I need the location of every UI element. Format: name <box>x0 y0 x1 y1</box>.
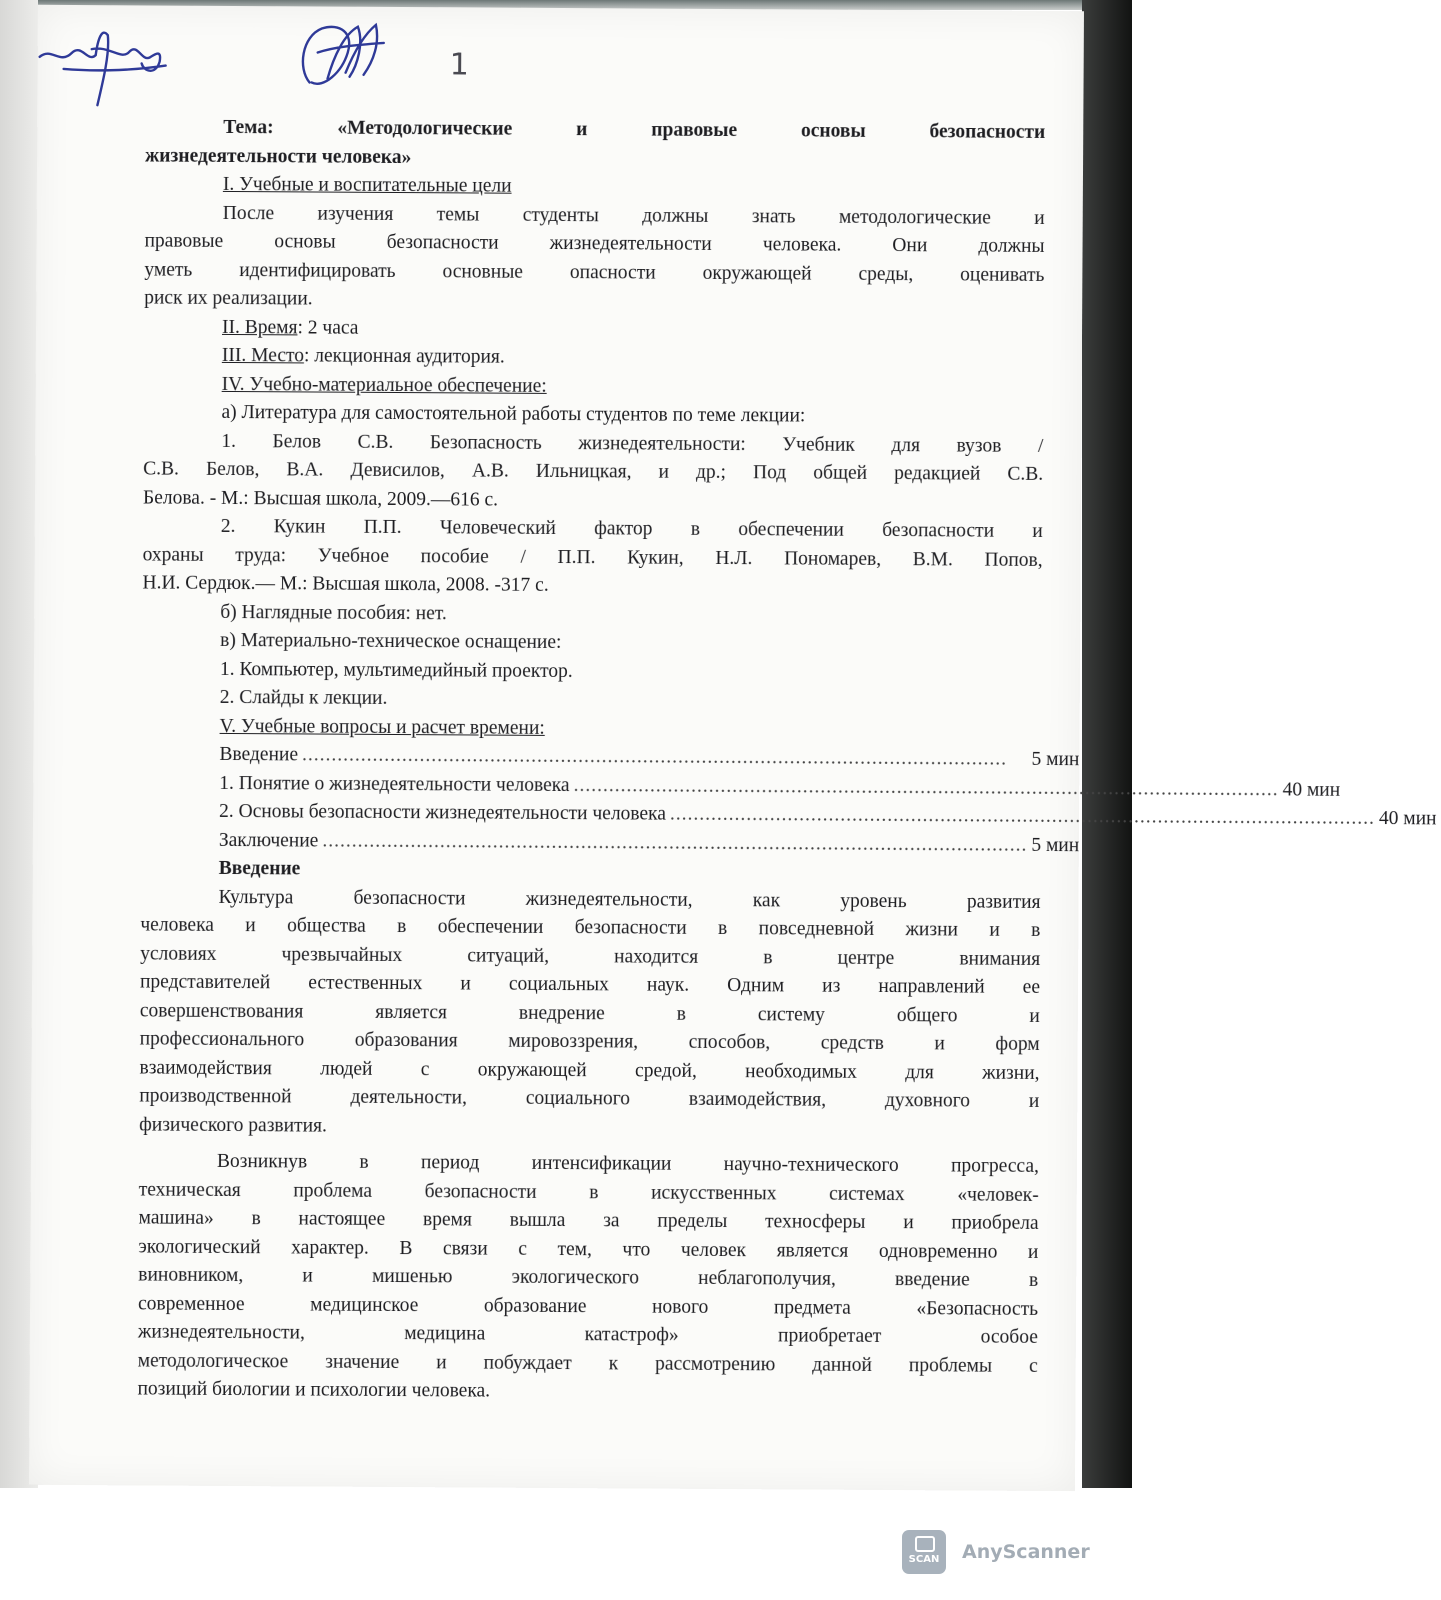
toc-time: 5 мин <box>1031 834 1080 856</box>
questions-heading-text: V. Учебные вопросы и расчет времени: <box>219 715 545 739</box>
materials-heading-text: IV. Учебно-материальное обеспечение: <box>221 373 547 397</box>
scan-camera-icon <box>902 1530 946 1574</box>
page-number: 1 <box>449 47 469 83</box>
toc-label: Введение <box>219 743 299 766</box>
intro-p1-line: Культура безопасности жизнедеятельности, как уровень развития <box>218 886 1041 913</box>
lit2-line: 2. Кукин П.П. Человеческий фактор в обеспечении безопасности и <box>220 515 1043 542</box>
equipment-item: 2. Слайды к лекции. <box>219 686 388 709</box>
toc-label: 1. Понятие о жизнедеятельности человека <box>219 772 570 796</box>
time-value: : 2 часа <box>297 316 359 339</box>
intro-p1-line: производственной деятельности, социального взаимодействия, духовного и <box>139 1085 1040 1112</box>
anyscanner-watermark <box>902 1530 1090 1574</box>
s1-line: риск их реализации. <box>144 287 313 310</box>
s1-line: правовые основы безопасности жизнедеятельности человека. Они должны <box>144 230 1045 257</box>
intro-p2-line: жизнедеятельности, медицина катастроф» приобретает особое <box>137 1321 1038 1348</box>
intro-heading: Введение <box>218 857 301 880</box>
place-value: : лекционная аудитория. <box>303 345 505 368</box>
lit1-line: Белова. - М.: Высшая школа, 2009.—616 с. <box>142 486 499 511</box>
handwritten-signature-left <box>37 9 188 120</box>
intro-p2-line: позиций биологии и психологии человека. <box>137 1378 491 1402</box>
intro-p1-line: представителей естественных и социальных наук. Одним из направлений ее <box>139 971 1041 998</box>
toc-leader: ........................................................................................................................ <box>573 774 1279 800</box>
intro-p1-line: условиях чрезвычайных ситуаций, находится в центре внимания <box>140 942 1041 970</box>
lit1-line: С.В. Белов, В.А. Девисилов, А.В. Ильницкая, и др.; Под общей редакцией С.В. <box>143 458 1044 485</box>
visual-aids: б) Наглядные пособия: нет. <box>220 601 447 624</box>
document-title: Тема: «Методологические и правовые основы безопасности <box>223 116 1046 143</box>
handwritten-initials <box>287 12 408 103</box>
time-label: II. Время <box>221 316 298 338</box>
scan-badge-label: SCAN <box>908 1554 940 1565</box>
scan-right-edge <box>1082 0 1132 1488</box>
toc-leader: ........................................................................................................................ <box>322 830 1028 856</box>
intro-p2-line: машина» в настоящее время вышла за пределы техносферы и приобрела <box>138 1207 1039 1234</box>
intro-p1-line: профессионального образования мировоззрения, способов, средств и форм <box>139 1028 1040 1055</box>
literature-heading: а) Литература для самостоятельной работы студентов по теме лекции: <box>221 401 806 427</box>
intro-p2-line: техническая проблема безопасности в искусственных системах «человек- <box>138 1178 1039 1206</box>
camera-shape <box>915 1536 935 1552</box>
toc-time: 5 мин <box>1031 748 1080 771</box>
lit2-line: охраны труда: Учебное пособие / П.П. Кукин, Н.Л. Пономарев, В.М. Попов, <box>142 543 1043 571</box>
intro-p2-line: современное медицинское образование нового предмета «Безопасность <box>138 1292 1039 1320</box>
toc-label: 2. Основы безопасности жизнедеятельности человека <box>219 800 667 825</box>
equipment-heading: в) Материально-техническое оснащение: <box>220 629 562 654</box>
intro-p1-line: взаимодействия людей с окружающей средой, необходимых для жизни, <box>139 1056 1040 1084</box>
equipment-item: 1. Компьютер, мультимедийный проектор. <box>219 658 573 682</box>
intro-p2-line: Возникнув в период интенсификации научно-технического прогресса, <box>216 1150 1039 1177</box>
intro-p2-line: методологическое значение и побуждает к рассмотрению данной проблемы с <box>137 1349 1038 1377</box>
s1-line: После изучения темы студенты должны знать методологические и <box>222 202 1045 229</box>
section-1-heading-text: I. Учебные и воспитательные цели <box>222 173 512 197</box>
lit2-line: Н.И. Сердюк.— М.: Высшая школа, 2008. -317 с. <box>142 572 549 596</box>
intro-p1-line: человека и общества в обеспечении безопасности в повседневной жизни и в <box>140 914 1041 941</box>
lit1-line: 1. Белов С.В. Безопасность жизнедеятельности: Учебник для вузов / <box>221 430 1044 457</box>
place-label: III. Место <box>221 344 305 367</box>
intro-p2-line: экологический характер. В связи с тем, что человек является одновременно и <box>138 1235 1039 1263</box>
toc-leader: ........................................................................................................................ <box>301 744 1008 770</box>
intro-p2-line: виновником, и мишенью экологического неблагополучия, введение в <box>138 1264 1039 1291</box>
toc-time: 40 мин <box>1378 808 1437 830</box>
document-title-line-2: жизнедеятельности человека» <box>145 144 412 168</box>
anyscanner-brand: AnyScanner <box>962 1541 1090 1563</box>
s1-line: уметь идентифицировать основные опасности окружающей среды, оценивать <box>144 258 1045 286</box>
toc-leader: ........................................................................................................................ <box>669 803 1376 829</box>
intro-p1-line: физического развития. <box>139 1113 327 1137</box>
paper-sheet <box>29 5 1437 1491</box>
document-body <box>137 113 1437 1409</box>
toc-label: Заключение <box>218 829 319 852</box>
toc-time: 40 мин <box>1282 778 1341 801</box>
intro-p1-line: совершенствования является внедрение в систему общего и <box>139 999 1040 1027</box>
